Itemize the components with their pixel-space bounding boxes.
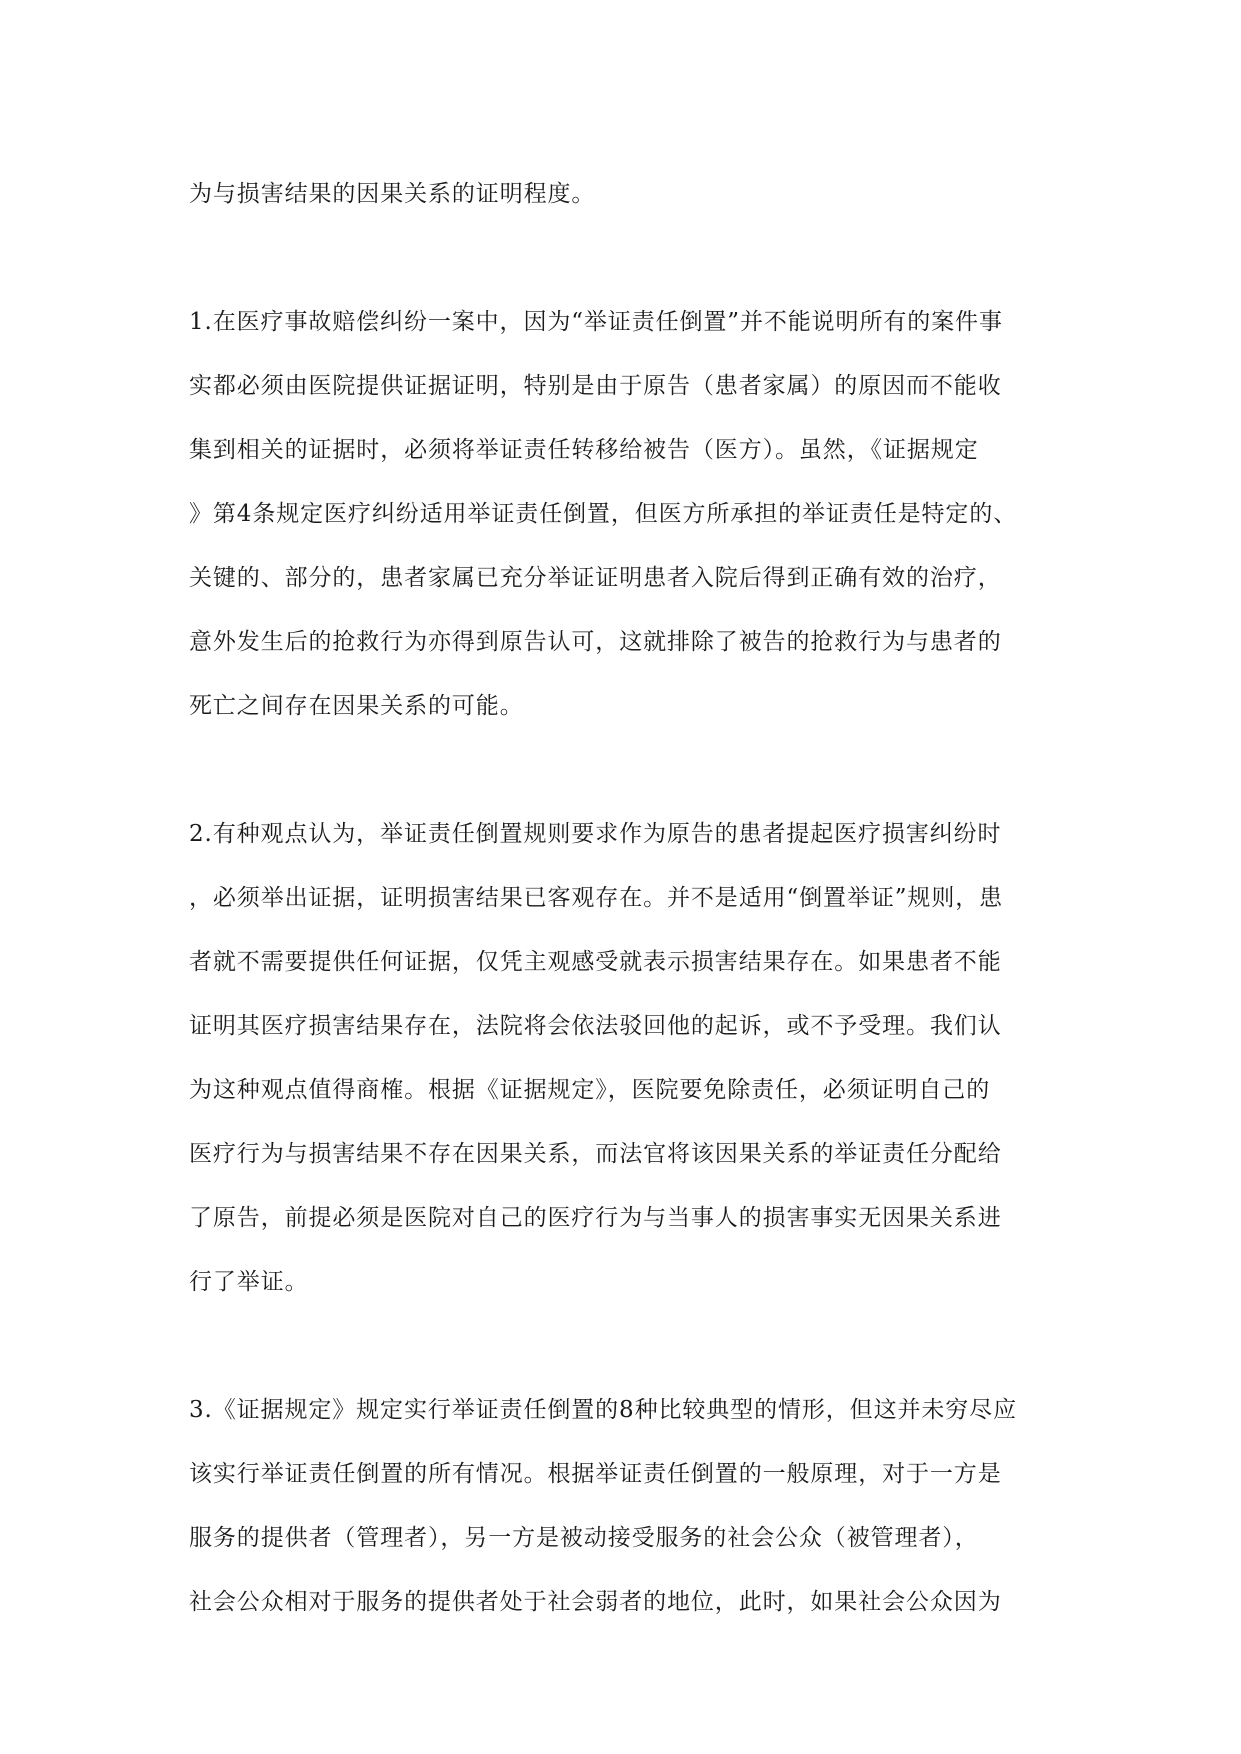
text-line: 证明其医疗损害结果存在，法院将会依法驳回他的起诉，或不予受理。我们认 (189, 1013, 1002, 1039)
text-line: 社会公众相对于服务的提供者处于社会弱者的地位，此时，如果社会公众因为 (189, 1589, 1002, 1615)
text-line: ，必须举出证据，证明损害结果已客观存在。并不是适用“倒置举证”规则，患 (189, 885, 1004, 911)
text-line: 者就不需要提供任何证据，仅凭主观感受就表示损害结果存在。如果患者不能 (189, 949, 1002, 975)
paragraph-2 (189, 802, 1049, 1314)
text-line: 关键的、部分的，患者家属已充分举证证明患者入院后得到正确有效的治疗， (189, 565, 1002, 591)
text-line: 3.《证据规定》规定实行举证责任倒置的8种比较典型的情形，但这并未穷尽应 (189, 1397, 1017, 1423)
text-line: 死亡之间存在因果关系的可能。 (189, 693, 524, 719)
text-line: 实都必须由医院提供证据证明，特别是由于原告（患者家属）的原因而不能收 (189, 373, 1002, 399)
text-line: 为与损害结果的因果关系的证明程度。 (189, 181, 596, 207)
text-line: 服务的提供者（管理者），另一方是被动接受服务的社会公众（被管理者）， (189, 1525, 979, 1551)
paragraph-1 (189, 290, 1049, 738)
text-line: 该实行举证责任倒置的所有情况。根据举证责任倒置的一般原理，对于一方是 (189, 1461, 1002, 1487)
text-line: 集到相关的证据时，必须将举证责任转移给被告（医方）。虽然，《证据规定 (189, 437, 979, 463)
text-line: 意外发生后的抢救行为亦得到原告认可，这就排除了被告的抢救行为与患者的 (189, 629, 1002, 655)
text-line: 》第4条规定医疗纠纷适用举证责任倒置，但医方所承担的举证责任是特定的、 (189, 501, 1018, 527)
text-line: 为这种观点值得商榷。根据《证据规定》，医院要免除责任，必须证明自己的 (189, 1077, 991, 1103)
text-line: 1.在医疗事故赔偿纠纷一案中，因为“举证责任倒置”并不能说明所有的案件事 (189, 309, 1003, 335)
text-line: 医疗行为与损害结果不存在因果关系，而法官将该因果关系的举证责任分配给 (189, 1141, 1002, 1167)
text-line: 行了举证。 (189, 1269, 309, 1295)
document-page (189, 162, 1049, 1634)
text-line: 了原告，前提必须是医院对自己的医疗行为与当事人的损害事实无因果关系进 (189, 1205, 1002, 1231)
text-line: 2.有种观点认为，举证责任倒置规则要求作为原告的患者提起医疗损害纠纷时 (189, 821, 1002, 847)
paragraph-gap (189, 1314, 1049, 1378)
paragraph-gap (189, 226, 1049, 290)
paragraph-gap (189, 738, 1049, 802)
paragraph-0 (189, 162, 1049, 226)
paragraph-3 (189, 1378, 1049, 1634)
